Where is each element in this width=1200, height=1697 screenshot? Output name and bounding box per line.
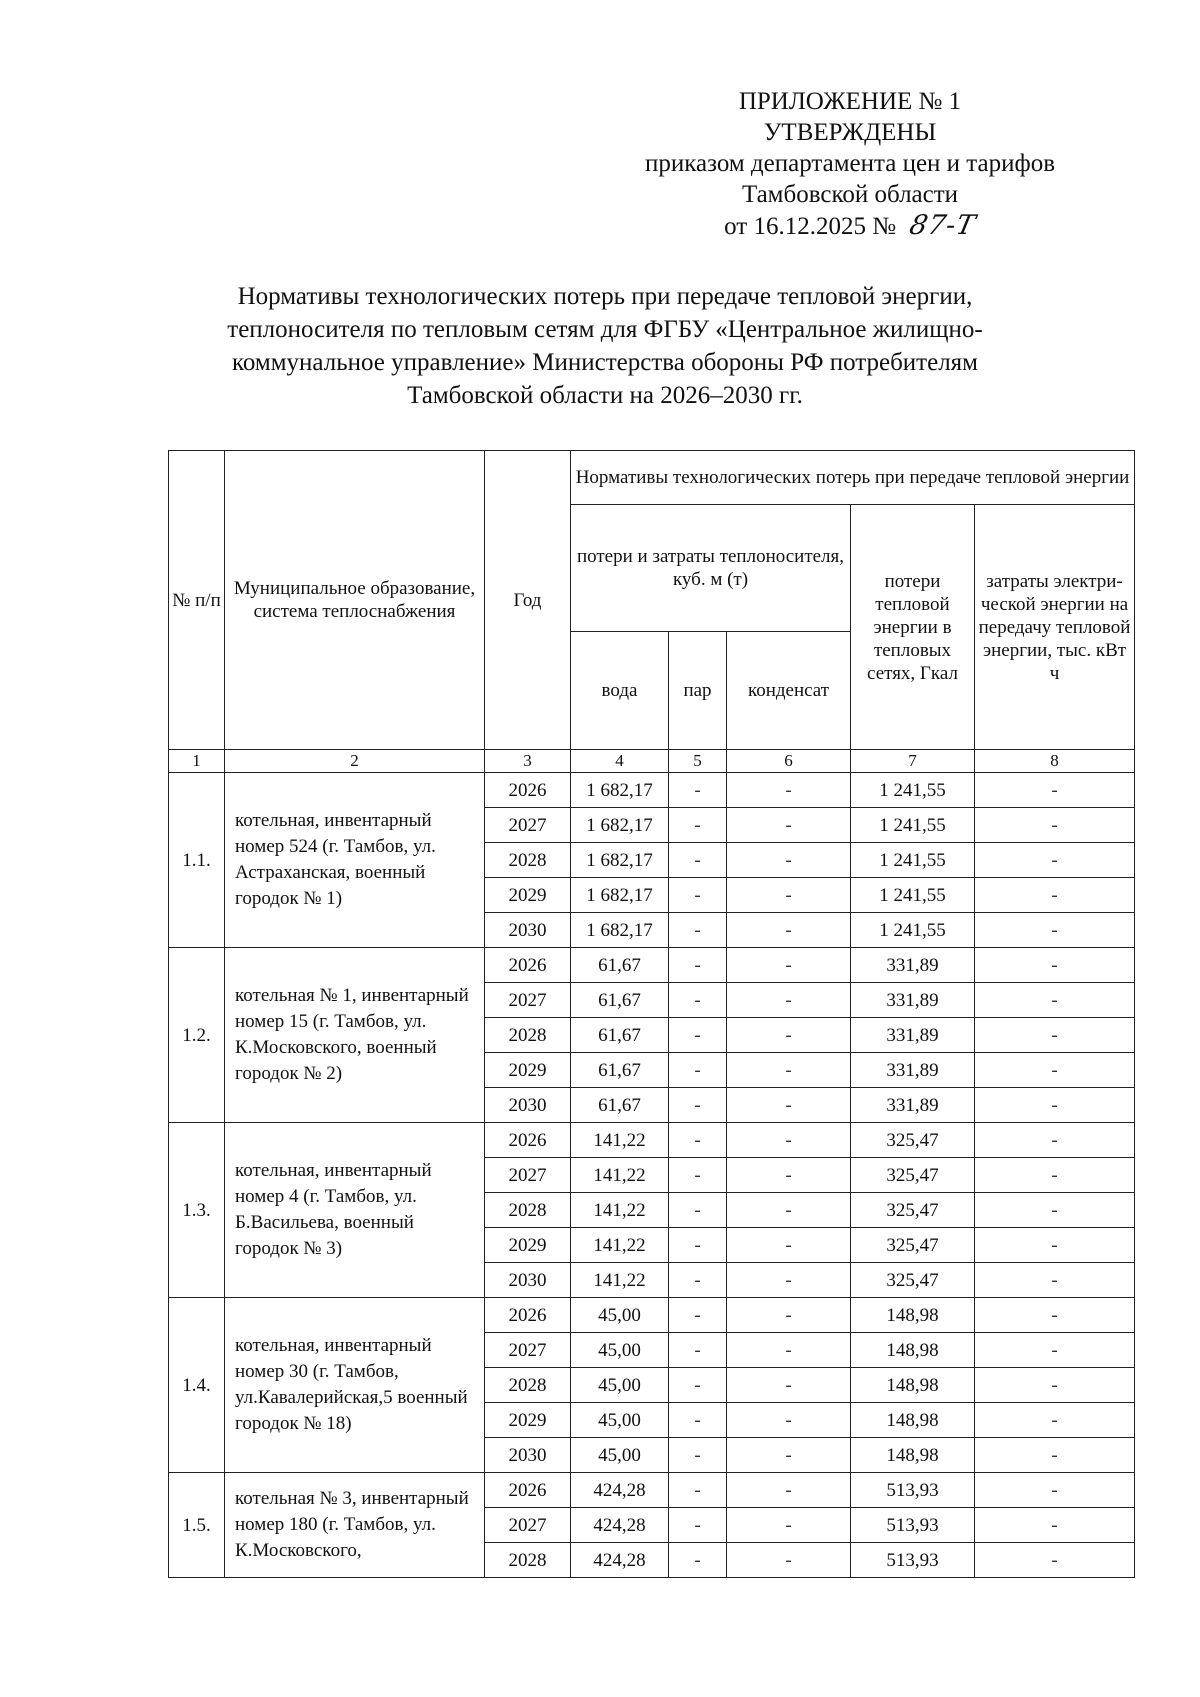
heat-loss-cell: 1 241,55 (851, 913, 975, 948)
electricity-cell: - (975, 1438, 1135, 1473)
table-row (169, 1123, 1135, 1158)
heat-loss-cell: 513,93 (851, 1473, 975, 1508)
condensate-cell: - (727, 1088, 851, 1123)
heat-loss-cell: 513,93 (851, 1543, 975, 1578)
steam-cell: - (669, 913, 727, 948)
year-cell: 2030 (485, 1263, 571, 1298)
year-cell: 2027 (485, 808, 571, 843)
year-cell: 2027 (485, 1158, 571, 1193)
heat-supply-system-cell: котельная, инвентарный номер 524 (г. Тамбов, ул. Астраханская, военный городок № 1) (225, 773, 485, 948)
condensate-cell: - (727, 1263, 851, 1298)
condensate-cell: - (727, 1543, 851, 1578)
water-cell: 61,67 (571, 1088, 669, 1123)
row-number-cell: 1.4. (169, 1298, 225, 1473)
water-cell: 424,28 (571, 1508, 669, 1543)
water-cell: 1 682,17 (571, 878, 669, 913)
electricity-cell: - (975, 1333, 1135, 1368)
year-cell: 2030 (485, 1438, 571, 1473)
year-cell: 2029 (485, 1228, 571, 1263)
condensate-cell: - (727, 983, 851, 1018)
condensate-cell: - (727, 1053, 851, 1088)
water-cell: 424,28 (571, 1543, 669, 1578)
water-cell: 1 682,17 (571, 913, 669, 948)
water-cell: 61,67 (571, 1018, 669, 1053)
water-cell: 1 682,17 (571, 843, 669, 878)
electricity-cell: - (975, 1053, 1135, 1088)
water-cell: 141,22 (571, 1158, 669, 1193)
heat-loss-cell: 325,47 (851, 1158, 975, 1193)
header-heat-loss: потери тепловой энергии в тепловых сетях, Гкал (851, 505, 975, 750)
steam-cell: - (669, 1228, 727, 1263)
electricity-cell: - (975, 1368, 1135, 1403)
condensate-cell: - (727, 948, 851, 983)
steam-cell: - (669, 1158, 727, 1193)
steam-cell: - (669, 1298, 727, 1333)
condensate-cell: - (727, 913, 851, 948)
electricity-cell: - (975, 773, 1135, 808)
water-cell: 424,28 (571, 1473, 669, 1508)
water-cell: 45,00 (571, 1333, 669, 1368)
heat-loss-cell: 331,89 (851, 948, 975, 983)
condensate-cell: - (727, 1123, 851, 1158)
title-line-4: Тамбовской области на 2026–2030 гг. (407, 382, 803, 409)
header-year: Год (485, 451, 571, 750)
electricity-cell: - (975, 1403, 1135, 1438)
year-cell: 2030 (485, 1088, 571, 1123)
column-number-row (169, 750, 1135, 773)
document-title (170, 280, 1040, 412)
electricity-cell: - (975, 1088, 1135, 1123)
year-cell: 2028 (485, 1018, 571, 1053)
year-cell: 2029 (485, 1053, 571, 1088)
header-municipality: Муниципальное образование, система теплоснабжения (225, 451, 485, 750)
year-cell: 2028 (485, 1543, 571, 1578)
condensate-cell: - (727, 843, 851, 878)
heat-supply-system-cell: котельная, инвентарный номер 30 (г. Тамбов, ул.Кавалерийская,5 военный городок № 18) (225, 1298, 485, 1473)
steam-cell: - (669, 1018, 727, 1053)
column-number: 8 (975, 750, 1135, 773)
condensate-cell: - (727, 808, 851, 843)
header-norms-group: Нормативы технологических потерь при передаче тепловой энергии (571, 451, 1135, 505)
title-line-2: теплоносителя по тепловым сетям для ФГБУ «Центральное жилищно- (227, 316, 983, 343)
year-cell: 2029 (485, 878, 571, 913)
title-line-3: коммунальное управление» Министерства обороны РФ потребителям (231, 349, 978, 376)
order-number-handwritten: 87-Т (907, 210, 980, 241)
electricity-cell: - (975, 1508, 1135, 1543)
year-cell: 2027 (485, 1333, 571, 1368)
column-number: 5 (669, 750, 727, 773)
electricity-cell: - (975, 1158, 1135, 1193)
heat-loss-cell: 1 241,55 (851, 878, 975, 913)
steam-cell: - (669, 1123, 727, 1158)
year-cell: 2028 (485, 1368, 571, 1403)
heat-loss-cell: 331,89 (851, 983, 975, 1018)
heat-loss-cell: 148,98 (851, 1298, 975, 1333)
column-number: 3 (485, 750, 571, 773)
steam-cell: - (669, 1473, 727, 1508)
steam-cell: - (669, 1333, 727, 1368)
electricity-cell: - (975, 878, 1135, 913)
appendix-label: ПРИЛОЖЕНИЕ № 1 (738, 88, 962, 115)
heat-loss-cell: 325,47 (851, 1193, 975, 1228)
table-row (169, 773, 1135, 808)
steam-cell: - (669, 1263, 727, 1298)
year-cell: 2028 (485, 843, 571, 878)
table-row (169, 1473, 1135, 1508)
column-number: 6 (727, 750, 851, 773)
water-cell: 61,67 (571, 948, 669, 983)
column-number: 4 (571, 750, 669, 773)
year-cell: 2026 (485, 773, 571, 808)
condensate-cell: - (727, 773, 851, 808)
electricity-cell: - (975, 1018, 1135, 1053)
approved-label: УТВЕРЖДЕНЫ (763, 119, 937, 146)
table-row (169, 948, 1135, 983)
row-number-cell: 1.2. (169, 948, 225, 1123)
order-date-line (600, 210, 1100, 242)
heat-loss-cell: 1 241,55 (851, 808, 975, 843)
steam-cell: - (669, 878, 727, 913)
condensate-cell: - (727, 878, 851, 913)
year-cell: 2030 (485, 913, 571, 948)
condensate-cell: - (727, 1403, 851, 1438)
heat-loss-cell: 325,47 (851, 1228, 975, 1263)
condensate-cell: - (727, 1473, 851, 1508)
year-cell: 2027 (485, 983, 571, 1018)
water-cell: 61,67 (571, 983, 669, 1018)
electricity-cell: - (975, 1473, 1135, 1508)
steam-cell: - (669, 1438, 727, 1473)
electricity-cell: - (975, 913, 1135, 948)
header-coolant-group: потери и затраты теплоносителя, куб. м (т) (571, 505, 851, 632)
steam-cell: - (669, 773, 727, 808)
electricity-cell: - (975, 1298, 1135, 1333)
condensate-cell: - (727, 1193, 851, 1228)
header-electricity: затраты электри-ческой энергии на передачу тепловой энергии, тыс. кВт ч (975, 505, 1135, 750)
condensate-cell: - (727, 1158, 851, 1193)
heat-loss-cell: 148,98 (851, 1333, 975, 1368)
heat-loss-cell: 1 241,55 (851, 773, 975, 808)
heat-loss-cell: 325,47 (851, 1263, 975, 1298)
water-cell: 45,00 (571, 1298, 669, 1333)
water-cell: 141,22 (571, 1123, 669, 1158)
steam-cell: - (669, 1403, 727, 1438)
steam-cell: - (669, 1053, 727, 1088)
heat-loss-cell: 148,98 (851, 1403, 975, 1438)
heat-supply-system-cell: котельная, инвентарный номер 4 (г. Тамбов, ул. Б.Васильева, военный городок № 3) (225, 1123, 485, 1298)
row-number-cell: 1.3. (169, 1123, 225, 1298)
condensate-cell: - (727, 1018, 851, 1053)
order-region: Тамбовской области (741, 181, 959, 208)
condensate-cell: - (727, 1508, 851, 1543)
year-cell: 2026 (485, 1123, 571, 1158)
year-cell: 2028 (485, 1193, 571, 1228)
water-cell: 1 682,17 (571, 808, 669, 843)
header-steam: пар (669, 632, 727, 750)
water-cell: 141,22 (571, 1263, 669, 1298)
heat-loss-cell: 331,89 (851, 1053, 975, 1088)
row-number-cell: 1.1. (169, 773, 225, 948)
steam-cell: - (669, 808, 727, 843)
heat-supply-system-cell: котельная № 1, инвентарный номер 15 (г. Тамбов, ул. К.Московского, военный городок № 2) (225, 948, 485, 1123)
heat-supply-system-cell: котельная № 3, инвентарный номер 180 (г. Тамбов, ул. К.Московского, (225, 1473, 485, 1578)
electricity-cell: - (975, 1263, 1135, 1298)
steam-cell: - (669, 948, 727, 983)
electricity-cell: - (975, 843, 1135, 878)
condensate-cell: - (727, 1298, 851, 1333)
norms-table (168, 450, 1135, 1578)
water-cell: 141,22 (571, 1228, 669, 1263)
water-cell: 141,22 (571, 1193, 669, 1228)
condensate-cell: - (727, 1333, 851, 1368)
year-cell: 2027 (485, 1508, 571, 1543)
steam-cell: - (669, 1368, 727, 1403)
row-number-cell: 1.5. (169, 1473, 225, 1578)
condensate-cell: - (727, 1228, 851, 1263)
column-number: 7 (851, 750, 975, 773)
steam-cell: - (669, 1508, 727, 1543)
electricity-cell: - (975, 1228, 1135, 1263)
norms-table-body (169, 773, 1135, 1578)
water-cell: 1 682,17 (571, 773, 669, 808)
steam-cell: - (669, 843, 727, 878)
electricity-cell: - (975, 983, 1135, 1018)
order-issuer: приказом департамента цен и тарифов (644, 150, 1056, 177)
column-number: 2 (225, 750, 485, 773)
condensate-cell: - (727, 1368, 851, 1403)
steam-cell: - (669, 1088, 727, 1123)
title-line-1: Нормативы технологических потерь при передаче тепловой энергии, (237, 283, 973, 310)
order-date: от 16.12.2025 № (724, 213, 897, 240)
heat-loss-cell: 148,98 (851, 1438, 975, 1473)
year-cell: 2029 (485, 1403, 571, 1438)
water-cell: 61,67 (571, 1053, 669, 1088)
water-cell: 45,00 (571, 1438, 669, 1473)
year-cell: 2026 (485, 948, 571, 983)
electricity-cell: - (975, 1543, 1135, 1578)
electricity-cell: - (975, 948, 1135, 983)
year-cell: 2026 (485, 1473, 571, 1508)
year-cell: 2026 (485, 1298, 571, 1333)
header-num: № п/п (169, 451, 225, 750)
heat-loss-cell: 331,89 (851, 1018, 975, 1053)
electricity-cell: - (975, 808, 1135, 843)
steam-cell: - (669, 1543, 727, 1578)
steam-cell: - (669, 1193, 727, 1228)
approval-header (600, 86, 1100, 242)
electricity-cell: - (975, 1193, 1135, 1228)
heat-loss-cell: 331,89 (851, 1088, 975, 1123)
header-condensate: конденсат (727, 632, 851, 750)
column-number: 1 (169, 750, 225, 773)
header-water: вода (571, 632, 669, 750)
electricity-cell: - (975, 1123, 1135, 1158)
heat-loss-cell: 325,47 (851, 1123, 975, 1158)
water-cell: 45,00 (571, 1368, 669, 1403)
water-cell: 45,00 (571, 1403, 669, 1438)
heat-loss-cell: 148,98 (851, 1368, 975, 1403)
condensate-cell: - (727, 1438, 851, 1473)
heat-loss-cell: 513,93 (851, 1508, 975, 1543)
steam-cell: - (669, 983, 727, 1018)
heat-loss-cell: 1 241,55 (851, 843, 975, 878)
table-row (169, 1298, 1135, 1333)
